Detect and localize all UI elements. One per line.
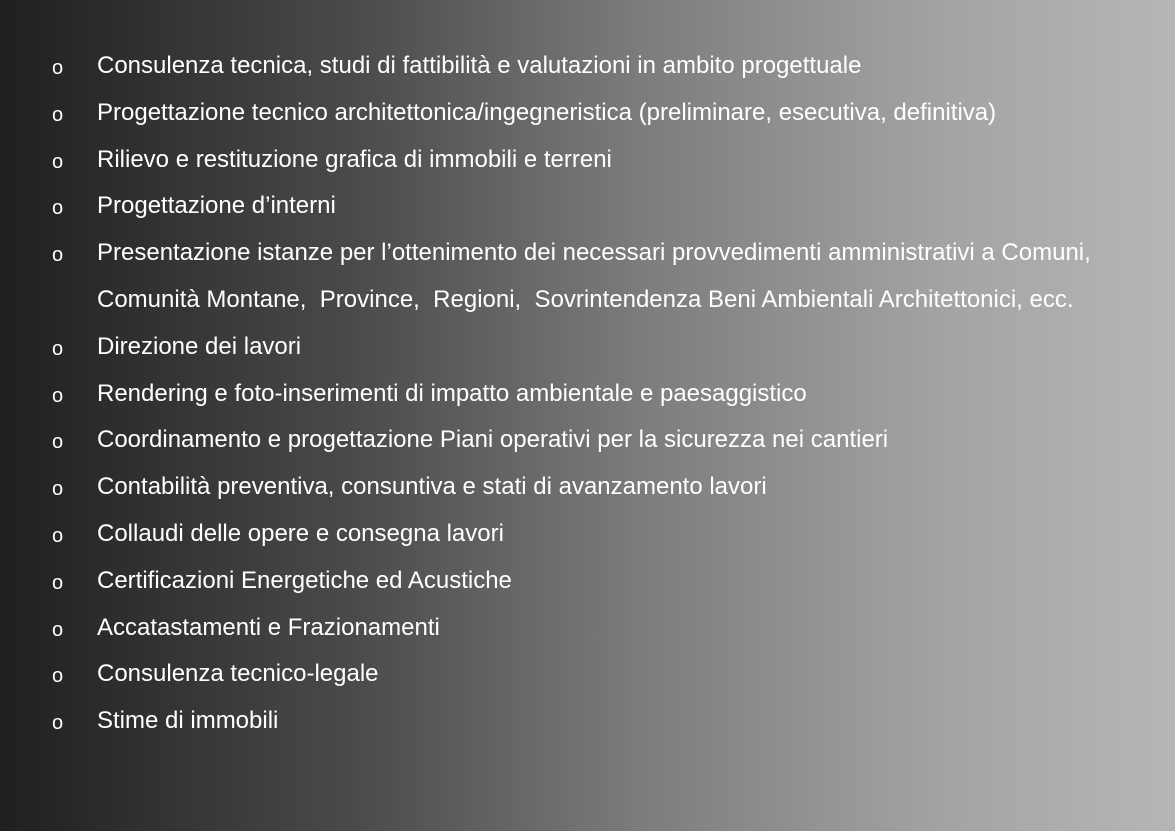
bullet-icon: o — [52, 337, 64, 360]
list-item — [0, 371, 1175, 418]
list-item-text: Consulenza tecnica, studi di fattibilità e valutazioni in ambito progettuale — [97, 52, 862, 79]
list-item-text: Collaudi delle opere e consegna lavori — [97, 519, 504, 547]
bullet-icon: o — [52, 524, 64, 547]
list-item — [0, 605, 1175, 652]
list-item-text: Presentazione istanze per l’ottenimento dei necessari provvedimenti amministrativi a Comuni, Comunità Montane, Province, Regioni, Sovrintendenza Beni Ambientali Architettonici, ecc. — [97, 239, 1098, 313]
list-item — [0, 511, 1175, 558]
list-item — [0, 324, 1175, 371]
list-item-text: Consulenza tecnico-legale — [97, 660, 379, 688]
list-item — [0, 464, 1175, 511]
bullet-icon: o — [52, 57, 64, 79]
list-item — [0, 183, 1175, 230]
bullet-icon: o — [52, 244, 64, 267]
list-item-text: Direzione dei lavori — [97, 332, 302, 360]
bullet-icon: o — [52, 571, 64, 594]
bullet-icon: o — [52, 384, 64, 407]
list-item-text: Stime di immobili — [97, 707, 279, 735]
bullet-icon: o — [52, 150, 64, 173]
bullet-icon: o — [52, 478, 64, 501]
list-item — [0, 137, 1175, 184]
bullet-icon: o — [52, 618, 64, 641]
list-item — [0, 417, 1175, 464]
list-item — [0, 230, 1175, 324]
list-item — [0, 651, 1175, 698]
list-item — [0, 558, 1175, 605]
list-item-text: Progettazione tecnico architettonica/ingegneristica (preliminare, esecutiva, definitiva) — [97, 98, 997, 126]
list-item — [0, 698, 1175, 745]
bullet-icon: o — [52, 431, 64, 454]
list-item-text: Accatastamenti e Frazionamenti — [97, 613, 440, 641]
list-item — [0, 90, 1175, 137]
list-item-text: Coordinamento e progettazione Piani operativi per la sicurezza nei cantieri — [97, 426, 889, 454]
services-list — [0, 43, 1175, 745]
list-item — [0, 43, 1175, 90]
list-item-text: Progettazione d’interni — [97, 192, 336, 220]
bullet-icon: o — [52, 712, 64, 735]
list-item-text: Certificazioni Energetiche ed Acustiche — [97, 566, 512, 594]
bullet-icon: o — [52, 103, 64, 126]
list-item-text: Contabilità preventiva, consuntiva e stati di avanzamento lavori — [97, 473, 767, 501]
bullet-icon: o — [52, 665, 64, 688]
list-item-text: Rendering e foto-inserimenti di impatto ambientale e paesaggistico — [97, 379, 807, 407]
list-item-text: Rilievo e restituzione grafica di immobili e terreni — [97, 145, 612, 173]
bullet-icon: o — [52, 197, 64, 220]
